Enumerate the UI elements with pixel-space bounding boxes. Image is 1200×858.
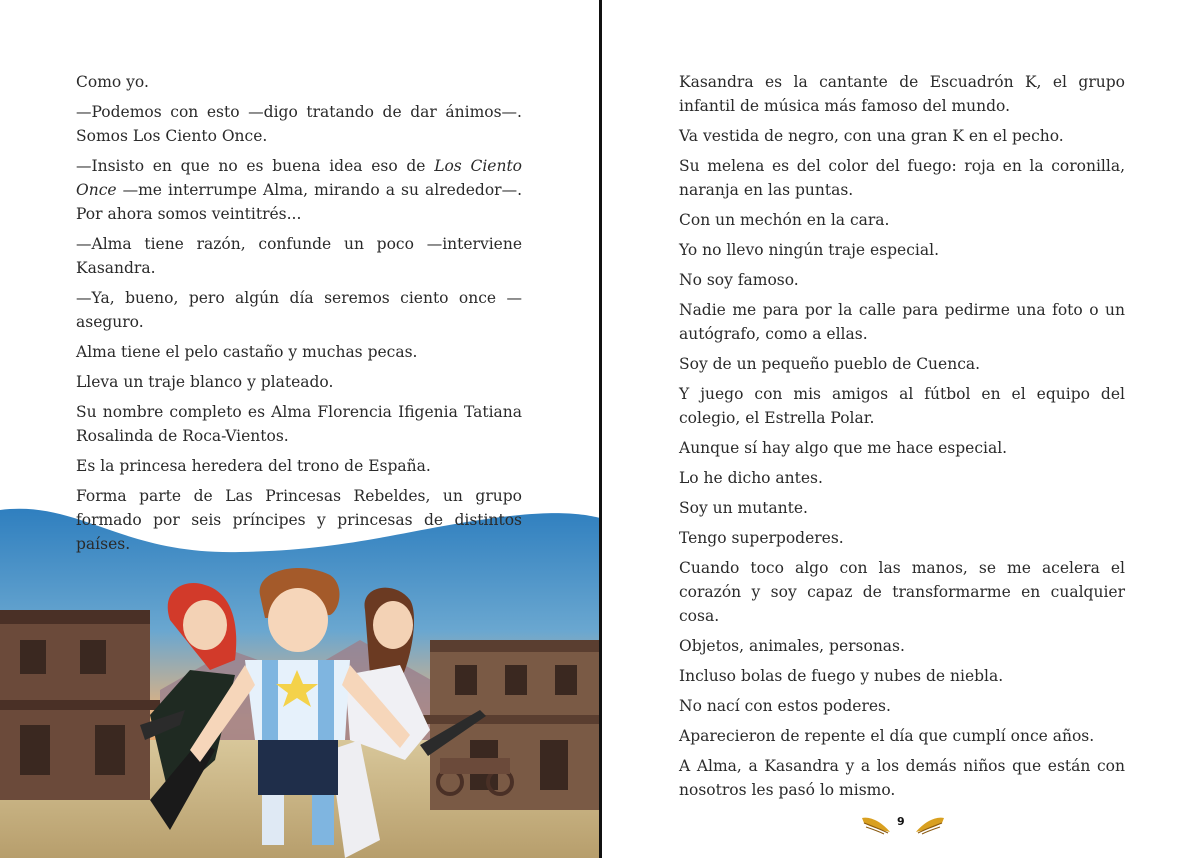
paragraph: Incluso bolas de fuego y nubes de niebla. xyxy=(679,667,1004,685)
paragraph: —Ya, bueno, pero algún día seremos ciento once —aseguro. xyxy=(76,289,522,331)
paragraph: Cuando toco algo con las manos, se me acelera el corazón y soy capaz de transformarme en cualquier cosa. xyxy=(679,559,1125,625)
paragraph: Con un mechón en la cara. xyxy=(679,211,890,229)
right-page xyxy=(602,0,1200,858)
paragraph: Lo he dicho antes. xyxy=(679,469,823,487)
right-wing-icon xyxy=(914,814,946,836)
right-page-text xyxy=(679,70,1125,802)
paragraph: Yo no llevo ningún traje especial. xyxy=(679,241,939,259)
paragraph: Nadie me para por la calle para pedirme una foto o un autógrafo, como a ellas. xyxy=(679,301,1125,343)
paragraph: Su nombre completo es Alma Florencia Ifigenia Tatiana Rosalinda de Roca-Vientos. xyxy=(76,403,522,445)
paragraph: Soy un mutante. xyxy=(679,499,808,517)
paragraph: Tengo superpoderes. xyxy=(679,529,844,547)
paragraph: Va vestida de negro, con una gran K en el pecho. xyxy=(679,127,1064,145)
paragraph: Su melena es del color del fuego: roja en la coronilla, naranja en las puntas. xyxy=(679,157,1125,199)
paragraph: —Podemos con esto —digo tratando de dar ánimos—. Somos Los Ciento Once. xyxy=(76,103,522,145)
page-number: 9 xyxy=(897,815,905,828)
paragraph: Soy de un pequeño pueblo de Cuenca. xyxy=(679,355,981,373)
paragraph: Como yo. xyxy=(76,73,149,91)
paragraph: Lleva un traje blanco y plateado. xyxy=(76,373,334,391)
paragraph: Es la princesa heredera del trono de España. xyxy=(76,457,431,475)
paragraph xyxy=(76,154,522,226)
paragraph: Kasandra es la cantante de Escuadrón K, el grupo infantil de música más famoso del mundo. xyxy=(679,73,1125,115)
paragraph: —Alma tiene razón, confunde un poco —interviene Kasandra. xyxy=(76,235,522,277)
paragraph: A Alma, a Kasandra y a los demás niños que están con nosotros les pasó lo mismo. xyxy=(679,757,1125,799)
left-wing-icon xyxy=(860,814,892,836)
paragraph: Forma parte de Las Princesas Rebeldes, un grupo formado por seis príncipes y princesas de distintos países. xyxy=(76,487,522,553)
page-footer xyxy=(860,812,950,842)
paragraph-text: —me interrumpe Alma, mirando a su alrededor—. Por ahora somos veintitrés... xyxy=(76,181,522,223)
paragraph: Objetos, animales, personas. xyxy=(679,637,905,655)
left-page-text xyxy=(76,70,522,556)
paragraph: Alma tiene el pelo castaño y muchas pecas. xyxy=(76,343,418,361)
italic-title: Los Ciento Once xyxy=(76,157,523,199)
paragraph-text: —Insisto en que no es buena idea eso de xyxy=(76,157,435,175)
paragraph: No soy famoso. xyxy=(679,271,799,289)
paragraph: Y juego con mis amigos al fútbol en el equipo del colegio, el Estrella Polar. xyxy=(679,385,1125,427)
paragraph: Aunque sí hay algo que me hace especial. xyxy=(679,439,1008,457)
paragraph: Aparecieron de repente el día que cumplí once años. xyxy=(679,727,1095,745)
paragraph: No nací con estos poderes. xyxy=(679,697,891,715)
